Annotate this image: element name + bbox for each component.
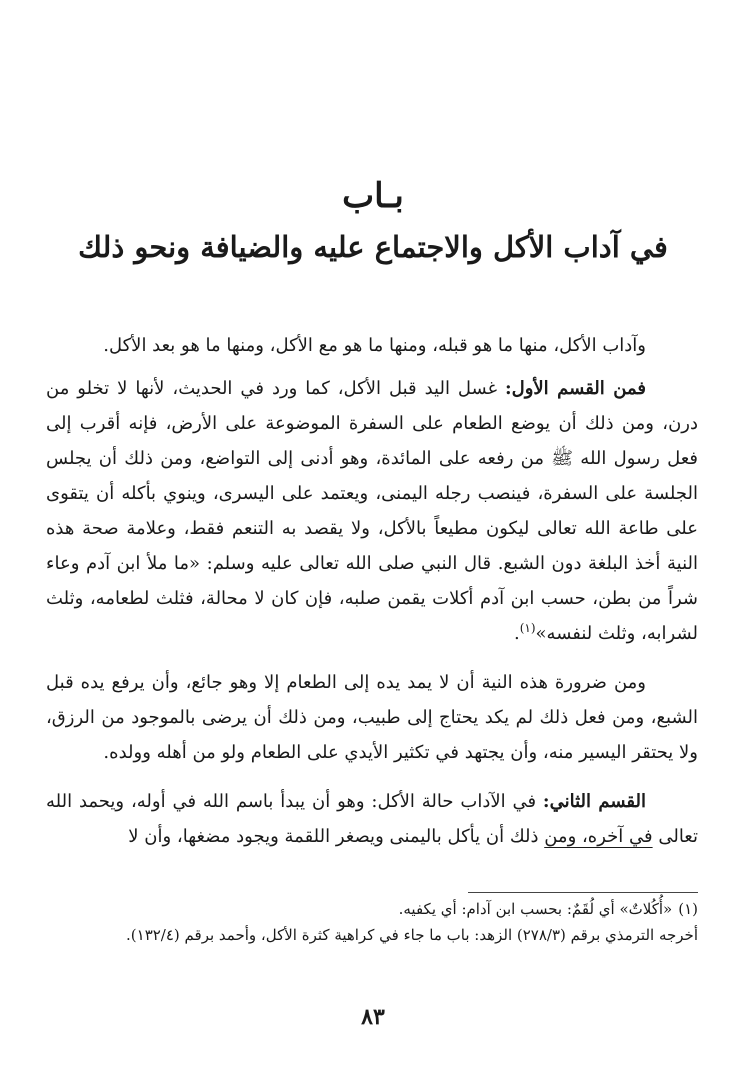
page-number: ٨٣ <box>361 1004 385 1030</box>
section-three-underlined: في آخره، ومن <box>544 826 653 847</box>
section-three-lead: القسم الثاني: <box>542 791 647 812</box>
footnote-reference[interactable]: (١) <box>519 621 536 635</box>
section-three-paragraph <box>46 784 698 854</box>
chapter-label: بـاب <box>342 176 404 216</box>
footnote-line-1 <box>46 896 698 922</box>
footnote-line-2: أخرجه الترمذي برقم (٢٧٨/٣) الزهد: باب ما جاء في كراهية كثرة الأكل، وأحمد برقم (١٣٢/٤). <box>126 926 698 944</box>
footnote-number: (١) <box>678 900 698 918</box>
section-three-text-a: في الآداب حالة الأكل: وهو أن يبدأ باسم الله في أوله، ويحمد الله تعالى <box>46 791 698 847</box>
intro-paragraph: وآداب الأكل، منها ما هو قبله، ومنها ما هو مع الأكل، ومنها ما هو بعد الأكل. <box>103 335 646 356</box>
section-two-paragraph <box>46 665 698 770</box>
section-three-text-b: ذلك أن يأكل باليمنى ويصغر اللقمة ويجود مضغها، وأن لا <box>128 826 545 847</box>
chapter-title: في آداب الأكل والاجتماع عليه والضيافة ونحو ذلك <box>78 230 668 264</box>
footnote-text-1: «أُكُلاتٌ» أي لُقَمٌ: بحسب ابن آدام: أي يكفيه. <box>398 900 673 918</box>
body-text <box>46 328 698 854</box>
section-two-text: ومن ضرورة هذه النية أن لا يمد يده إلى الطعام إلا وهو جائع، وأن يرفع يده قبل الشبع، ومن فعل ذلك لم يكد يحتاج إلى طبيب، ومن ذلك أن يرضى بالموجود من الرزق، ولا يحتقر اليسير منه، وأن يجتهد في تكثير الأيدي على الطعام ولو من أهله وولده. <box>46 672 698 763</box>
section-one-text: غسل اليد قبل الأكل، كما ورد في الحديث، لأنها لا تخلو من درن، ومن ذلك أن يوضع الطعام على السفرة الموضوعة على الأرض، فإنه أقرب إلى فعل رسول الله ﷺ من رفعه على المائدة، وهو أدنى إلى التواضع، ومن ذلك أن يجلس الجلسة على السفرة، فينصب رجله اليمنى، ويعتمد على اليسرى، وينوي بأكله أن يتقوى على طاعة الله تعالى ليكون مطيعاً بالأكل، ولا يقصد به التنعم فقط، وعلامة صحة هذه النية أخذ البلغة دون الشبع. قال النبي صلى الله تعالى عليه وسلم: «ما ملأ ابن آدم وعاء شراً من بطن، حسب ابن آدم أكلات يقمن صلبه، فإن كان لا محالة، فثلث لطعامه، وثلث لشرابه، وثلث لنفسه» <box>46 378 698 644</box>
footnote-divider <box>468 892 698 893</box>
section-one-paragraph <box>46 371 698 651</box>
section-one-lead: فمن القسم الأول: <box>504 378 646 399</box>
section-one-end: . <box>513 623 520 644</box>
footnotes <box>46 896 698 948</box>
